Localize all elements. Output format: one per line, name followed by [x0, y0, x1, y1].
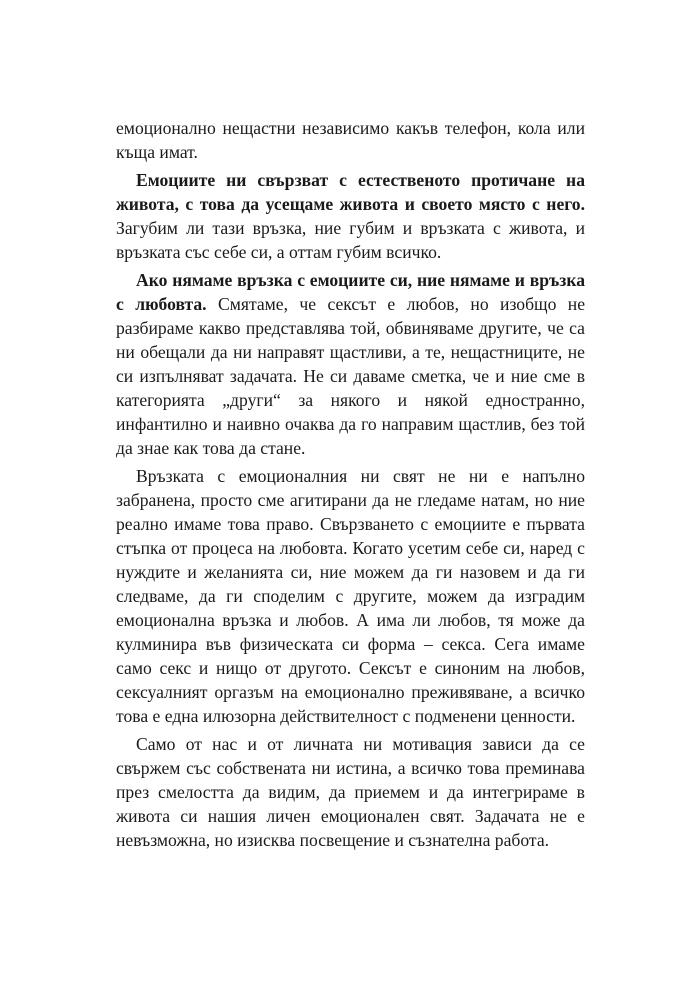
paragraph-continuation — [116, 116, 585, 164]
paragraph-love-connection — [116, 268, 585, 460]
paragraph-bold-lead: Ако нямаме връзка с емоциите си, ние нямаме и връзка с любовта. — [116, 270, 585, 314]
paragraph-bold-lead: Емоциите ни свързват с естественото протичане на живота, с това да усещаме живота и своето място с него. — [116, 170, 585, 214]
paragraph-text: Смятаме, че сексът е любов, но изобщо не разбираме какво представлява той, обвиняваме другите, че са ни обещали да ни направят щастливи, а те, нещастниците, не си изпълняват задачата. Не си даваме сметка, че и ние сме в категорията „други“ за някого и някой едностранно, инфантилно и наивно очаква да го направим щастлив, без той да знае как това да стане. — [116, 294, 586, 458]
paragraph-text: Само от нас и от личната ни мотивация зависи да се свържем със собствената ни истина, а всичко това преминава през смелостта да видим, да приемем и да интегрираме в живота си нашия личен емоционален свят. Задачата не е невъзможна, но изисква посвещение и съзнателна работа. — [116, 734, 585, 850]
paragraph-emotional-world — [116, 464, 585, 728]
paragraph-emotions-connect — [116, 168, 585, 264]
paragraph-text: Загубим ли тази връзка, ние губим и връзката с живота, и връзката със себе си, а оттам губим всичко. — [116, 218, 585, 262]
paragraph-motivation — [116, 732, 585, 852]
paragraph-text: емоционално нещастни независимо какъв телефон, кола или къща имат. — [116, 118, 585, 162]
book-page — [116, 116, 585, 856]
paragraph-text: Връзката с емоционалния ни свят не ни е напълно забранена, просто сме агитирани да не гледаме натам, но ние реално имаме това право. Свързването с емоциите е първата стъпка от процеса на любовта. Когато усетим себе си, наред с нуждите и желанията си, ние можем да ги назовем и да ги следваме, да ги споделим с другите, можем да изградим емоционална връзка и любов. А има ли любов, тя може да кулминира във физическата си форма – секса. Сега имаме само секс и нищо от другото. Сексът е синоним на любов, сексуалният оргазъм на емоционално преживяване, а всичко това е една илюзорна действителност с подменени ценности. — [116, 466, 585, 726]
